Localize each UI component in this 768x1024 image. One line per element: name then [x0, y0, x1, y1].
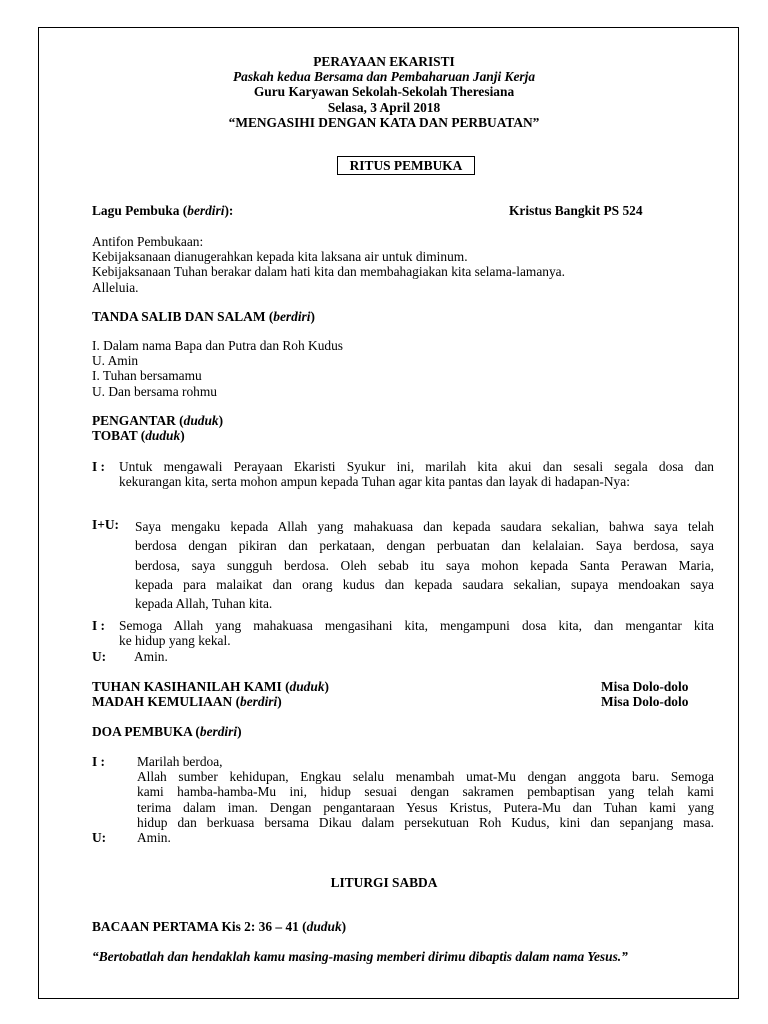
dialog-line: U. Dan bersama rohmu — [92, 383, 217, 399]
text-line: Allah sumber kehidupan, Engkau selalu menambah umat-Mu dengan anggota baru. Semoga — [137, 769, 714, 785]
section-liturgi-sabda: LITURGI SABDA — [330, 875, 438, 890]
antifon-line: Alleluia. — [92, 279, 139, 295]
text-line: kepada Allah, Tuhan kita. — [135, 596, 273, 612]
tobat-heading: TOBAT (duduk) — [92, 428, 185, 443]
header-title: PERAYAAN EKARISTI — [313, 54, 455, 69]
text-line: Semoga Allah yang mahakuasa mengasihani kita, mengampuni dosa kita, dan mengantar kita — [119, 618, 714, 633]
text-line: berdosa dengan pikiran dan perkataan, dengan perbuatan dan kelalaian. Saya berdosa, saya — [135, 538, 714, 554]
text-line: berdosa, saya sungguh berdosa. Oleh sebab itu saya mohon kepada Santa Perawan Maria, — [135, 557, 714, 573]
reading-quote: “Bertobatlah dan hendaklah kamu masing-masing memberi dirimu dibaptis dalam nama Yesus.” — [92, 949, 628, 964]
section-ritus-pembuka: RITUS PEMBUKA — [337, 156, 475, 175]
amen-text: Amin. — [137, 830, 171, 845]
tanda-salib-dialog — [92, 338, 343, 399]
doa-pembuka-heading: DOA PEMBUKA (berdiri) — [92, 724, 242, 739]
text-line: Marilah berdoa, — [137, 754, 223, 769]
antifon-block — [92, 234, 565, 295]
text-line: Saya mengaku kepada Allah yang mahakuasa dan kepada saudara sekalian, bahwa saya telah — [135, 519, 714, 534]
bacaan-pertama-heading: BACAAN PERTAMA Kis 2: 36 – 41 (duduk) — [92, 919, 347, 934]
speaker-label: U: — [92, 830, 107, 845]
amen-text: Amin. — [134, 649, 168, 664]
text-line: kami hamba-hamba-Mu ini, hidup sesuai dengan sakramen pembaptisan yang telah kami — [137, 784, 714, 800]
speaker-label: I+U: — [92, 517, 119, 532]
kyrie-song: Misa Dolo-dolo — [601, 679, 689, 694]
confiteor-text — [135, 517, 714, 613]
speaker-label: I : — [92, 459, 106, 474]
text-line: hidup dan berkuasa bersama Dikau dalam persekutuan Roh Kudus, kini dan sepanjang masa. — [137, 814, 714, 830]
speaker-label: I : — [92, 754, 106, 769]
lagu-pembuka-song: Kristus Bangkit PS 524 — [509, 203, 643, 218]
header-subtitle: Paskah kedua Bersama dan Pembaharuan Janji Kerja — [232, 69, 536, 85]
text-line: kepada para malaikat dan orang kudus dan kepada saudara sekalian, supaya mendoakan saya — [135, 576, 714, 592]
page-header — [0, 54, 768, 130]
dialog-line: I. Dalam nama Bapa dan Putra dan Roh Kudus — [92, 338, 344, 353]
doa-pembuka-text — [137, 754, 714, 830]
text-line: terima dalam iman. Dengan pengantaraan Yesus Kristus, Putera-Mu dan Tuhan kami yang — [137, 799, 714, 815]
gloria-song: Misa Dolo-dolo — [601, 694, 689, 709]
tanda-salib-heading: TANDA SALIB DAN SALAM (berdiri) — [92, 309, 315, 324]
speaker-label: I : — [92, 618, 106, 633]
text-line: ke hidup yang kekal. — [119, 633, 231, 649]
header-date: Selasa, 3 April 2018 — [327, 99, 441, 115]
speaker-label: U: — [92, 649, 107, 664]
lagu-pembuka-label: Lagu Pembuka (berdiri): — [92, 203, 234, 218]
absolusi-text — [119, 618, 714, 648]
dialog-line: I. Tuhan bersamamu — [92, 368, 202, 384]
kyrie-heading: TUHAN KASIHANILAH KAMI (duduk) — [92, 679, 329, 694]
antifon-line: Kebijaksanaan dianugerahkan kepada kita laksana air untuk diminum. — [92, 249, 468, 265]
antifon-title: Antifon Pembukaan: — [92, 234, 204, 249]
dialog-line: U. Amin — [92, 353, 139, 369]
antifon-line: Kebijaksanaan Tuhan berakar dalam hati kita dan membahagiakan kita selama-lamanya. — [92, 264, 565, 280]
tobat-i-text — [119, 459, 714, 489]
pengantar-heading: PENGANTAR (duduk) — [92, 413, 224, 428]
text-line: kekurangan kita, serta mohon ampun kepada Tuhan agar kita pantas dan layak di hadapan-Nya: — [119, 474, 630, 490]
text-line: Untuk mengawali Perayaan Ekaristi Syukur ini, marilah kita akui dan sesali segala dosa dan — [119, 459, 714, 474]
header-organization: Guru Karyawan Sekolah-Sekolah Theresiana — [253, 84, 515, 100]
gloria-heading: MADAH KEMULIAAN (berdiri) — [92, 694, 282, 709]
header-theme: “MENGASIHI DENGAN KATA DAN PERBUATAN” — [228, 114, 540, 130]
